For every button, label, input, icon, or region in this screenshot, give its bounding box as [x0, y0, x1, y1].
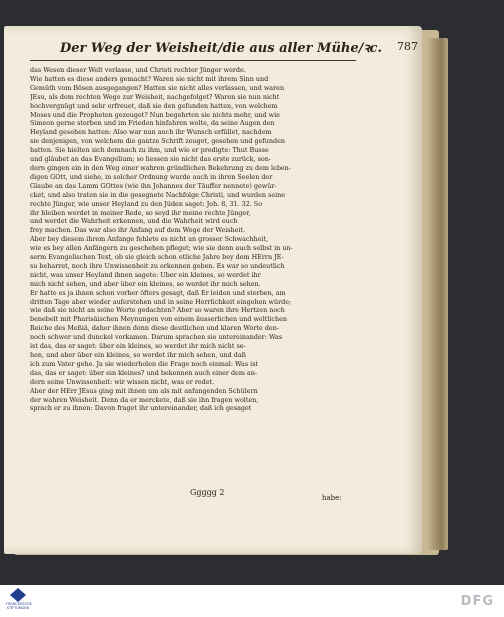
- catchword: habe:: [322, 494, 342, 502]
- text-line: noch schwer und dunckel vorkamen. Darum sprachen sie untereinander: Was: [30, 333, 283, 342]
- text-line: nicht, was unser Heyland ihnen sagete: Uber ein kleines, so werdet ihr: [30, 270, 261, 279]
- page-number: 787: [397, 40, 418, 53]
- text-line: Wie hatten es diese anders gemacht? Waren sie nicht mit ihrem Sinn und: [30, 74, 269, 83]
- library-logo[interactable]: [6, 588, 30, 614]
- text-line: su beharret, noch ihre Unwissenheit zu erkennen geben. Es war so undeutlich: [30, 261, 285, 270]
- text-line: benebelt mit Pharisäischen Meynungen von einem äusserlichen und weltlichen: [30, 315, 288, 324]
- text-line: cket, und also traten sie in die gesegnete Nachfolge Christi, und wurden seine: [30, 190, 286, 199]
- text-line: Aber bey diesem ihrem Anfange fehlete es nicht an grosser Schwachheit,: [30, 235, 269, 244]
- text-line: serm Evangelischen Text, ob sie gleich schon etliche Jahre bey dem HErrn JE-: [30, 253, 284, 262]
- header-rule: [30, 60, 356, 61]
- running-title: Der Weg der Weisheit/die aus aller Mühe/ꝛc.: [60, 41, 382, 56]
- text-line: frey machen. Das war also ihr Anfang auf dem Wege der Weisheit.: [30, 226, 246, 235]
- library-logo-icon: [10, 588, 26, 602]
- text-line: hochvergnügt und sehr erfreuet, daß sie den gefunden hatten, von welchem: [30, 101, 278, 110]
- text-line: ich zum Vater gehe. Ja sie wiederholen die Frage noch einmal: Was ist: [30, 359, 259, 368]
- text-line: und gläubet an das Evangelium; so liessen sie nicht das erste zurück, son-: [30, 155, 271, 164]
- text-line: dern seine Unwissenheit: wir wissen nicht, was er redet.: [30, 377, 215, 386]
- text-line: rechte Jünger, wie unser Heyland zu den Jüden saget: Joh. 8, 31. 32. So: [30, 199, 263, 208]
- text-line: dern gingen ein in den Weg einer wahren gründlichen Bekehrung zu dem leben-: [30, 163, 291, 172]
- text-line: mich nicht sehen, und aber über ein kleines, so werdet ihr mich sehen.: [30, 279, 261, 288]
- text-line: dritten Tage aber wieder auferstehen und in seine Herrlichkeit eingehen würde;: [30, 297, 292, 306]
- text-line: Simeon gerne sterben und im Frieden hinfahren wolte, da seine Augen den: [30, 119, 275, 128]
- text-line: digen GOtt, und siehe, in solcher Ordnung wurde auch in ihren Seelen der: [30, 172, 273, 181]
- text-line: wie daß sie nicht an seine Worte gedachten? Aber so waren ihre Hertzen noch: [30, 306, 285, 315]
- library-logo-text: FRANCKESCHE STIFTUNGEN: [6, 602, 32, 610]
- signature-mark: Ggggg 2: [190, 488, 225, 497]
- text-line: Heyland gesehen hatten: Also war nun auch ihr Wunsch erfüllet, nachdem: [30, 128, 272, 137]
- text-line: ihr bleiben werdet in meiner Rede, so seyd ihr meine rechte Jünger,: [30, 208, 251, 217]
- text-line: sprach er zu ihnen: Davon fraget ihr untereinander, daß ich gesaget: [30, 404, 252, 413]
- text-line: JEsu, als dem rechten Wege zur Weisheit, nachgefolget? Waren sie nun nicht: [30, 92, 280, 101]
- text-line: der wahren Weisheit. Denn da er merckete, daß sie ihn fragen wolten,: [30, 395, 259, 404]
- footer-bar: [0, 585, 504, 617]
- text-line: hatten. Sie hielten sich demnach zu ihm, und wie er predigte: Thut Busse: [30, 146, 269, 155]
- text-line: Reiche des Meßiä, daher ihnen denn diese deutlichen und klaren Worte den-: [30, 324, 279, 333]
- page-body-text: [30, 66, 352, 413]
- text-line: das Wesen dieser Welt verlasse, und Christi rechter Jünger werde.: [30, 66, 246, 74]
- text-line: sie denjenigen, von welchem die gantze Schrift zeuget, gesehen und gefunden: [30, 137, 285, 146]
- text-line: und werdet die Wahrheit erkennen, und die Wahrheit wird euch: [30, 217, 238, 226]
- book-edge: [426, 38, 448, 550]
- text-line: ist das, das er saget: über ein kleines, so werdet ihr mich nicht se-: [30, 342, 246, 351]
- text-line: wie es bey allen Anfängern zu geschehen pfleget; wie sie denn auch selbst in un-: [30, 244, 293, 253]
- text-line: das, das er saget: über ein kleines? und bekennen auch einer dem an-: [30, 368, 258, 377]
- text-line: Gemüth vom Bösen ausgegangen? Hatten sie nicht alles verlassen, und waren: [30, 83, 285, 92]
- text-line: Moses und die Propheten gezeuget? Nun begehrten sie nichts mehr, und wie: [30, 110, 280, 119]
- text-line: hen, und aber über ein kleines, so werdet ihr mich sehen, und daß: [30, 351, 246, 359]
- text-line: Aber der HErr JEsus ging mit ihnen um als mit anfangenden Schülern: [30, 386, 258, 395]
- text-line: Er hatte es ja ihnen schon vorher öfters gesagt, daß Er leiden und sterben, am: [30, 288, 286, 297]
- text-line: Glaube an das Lamm GOttes (wie ihn Johannes der Täuffer nennete) gewür-: [30, 181, 277, 190]
- dfg-logo[interactable]: DFG: [460, 594, 494, 609]
